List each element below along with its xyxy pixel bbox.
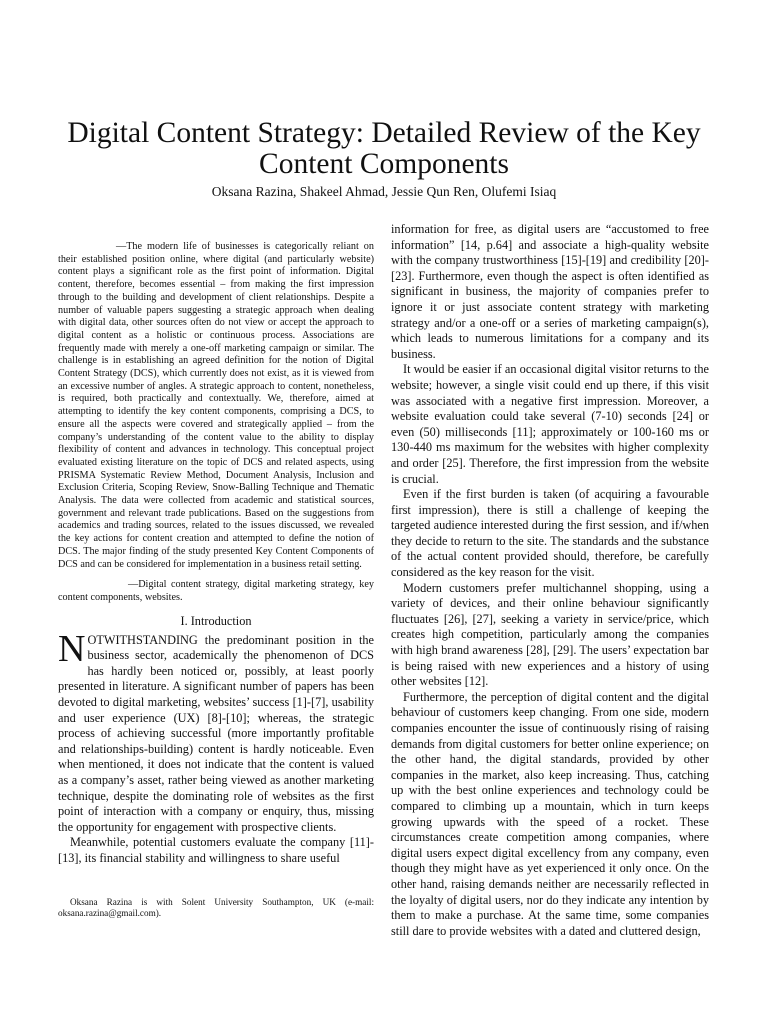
section-heading-introduction: I. Introduction (180, 613, 252, 628)
intro-paragraph-1 (58, 627, 374, 836)
author-footnote: Oksana Razina is with Solent University Southampton, UK (e-mail: oksana.razina@gmail.com). (58, 897, 374, 918)
keywords: —Digital content strategy, digital marketing strategy, key content components, websites. (58, 579, 374, 603)
left-column (58, 241, 374, 867)
right-paragraph-1: information for free, as digital users are “accustomed to free information” [14, p.64] and associate a high-quality website with the company trustworthiness [15]-[19] and credibility [20]-[23]. Furthermore, even though the aspect is often identified as significant in business, the majority of companies prefer to ignore it or just associate content strategy with marketing strategy and/or a one-off or a series of marketing campaign(s), which leads to numerous limitations for a company and its business. (391, 222, 709, 361)
right-paragraph-2: It would be easier if an occasional digital visitor returns to the website; however, a single visit could end up there, if this visit was associated with a negative first impression. Moreover, a website evaluation could take several (7-10) seconds [24] or even (50) milliseconds [11]; approximately or 100-160 ms or 130-440 ms maximum for the websites with higher complexity and order [25]. Therefore, the first impression from the website is crucial. (391, 362, 709, 486)
right-column (391, 222, 709, 939)
right-paragraph-5: Furthermore, the perception of digital content and the digital behaviour of customers keep changing. From one side, modern companies encounter the issue of continuously rising of raising demands from digital customers for better online experience; on the other hand, the digital standards, provided by other companies in the market, also keep increasing. Thus, catching up with the best online experiences and technology could be compared to climbing up a mountain, which in turn keeps growing upwards with the speed of a rocket. These circumstances create competition among companies, where digital users expect digital excellency from any company, even though they might have as yet experienced it only once. On the other hand, raising demands neither are necessarily reflected in the loyalty of digital users, nor do they indicate any intention by them to make a purchase. At the same time, some companies still dare to provide websites with a dated and cluttered design, (391, 689, 709, 938)
intro-paragraph-2: Meanwhile, potential customers evaluate the company [11]-[13], its financial stability and willingness to share useful (58, 835, 374, 865)
paper-title: Digital Content Strategy: Detailed Review of the Key Content Components (67, 117, 701, 180)
author-list: Oksana Razina, Shakeel Ahmad, Jessie Qun Ren, Olufemi Isiaq (211, 184, 557, 199)
drop-cap: N (58, 627, 86, 670)
right-paragraph-4: Modern customers prefer multichannel shopping, using a variety of devices, and their online behaviour significantly fluctuates [26], [27], seeking a variety in service/price, which creates high competition, particularly among the companies with high brand awareness [28], [29]. The users’ expectation bar is being raised with new experiences and a history of using other websites [12]. (391, 580, 709, 689)
intro-paragraph-1-text: the predominant position in the business sector, academically the phenomenon of DCS has hardly been noticed or, possibly, at least poorly presented in literature. A significant number of papers has been devoted to digital marketing, websites’ success [1]-[7], usability and user experience (UX) [8]-[10]; whereas, the strategic process of achieving successful (more importantly profitable and relationships-building) content is hardly noticeable. Even when mentioned, it does not indicate that the content is valued as a company’s asset, rather being viewed as another marketing technique, despite the dominating role of websites as the first point of interaction with a company or enquiry, thus, missing the opportunity for engagement with prospective clients. (58, 632, 374, 834)
right-paragraph-3: Even if the first burden is taken (of acquiring a favourable first impression), there is still a challenge of keeping the targeted audience interested during the first session, and if/when they decide to return to the site. The standards and the substance of the actual content provided should, therefore, be carefully considered as the key reason for the visit. (391, 487, 709, 580)
intro-lead-word: OTWITHSTANDING (87, 632, 198, 647)
abstract: —The modern life of businesses is categorically reliant on their established position online, where digital (and particularly website) content plays a significant role as the first point of information. Digital content, therefore, becomes essential – from making the first impression through to the building and development of client relationships. Despite a number of valuable papers suggesting a strategic approach when dealing with digital data, other sources often do not view or accept the approach to digital content as a holistic or continuous process. Associations are frequently made with merely a one-off marketing campaign or similar. The challenge is in establishing an agreed definition for the notion of Digital Content Strategy (DCS), which currently does not exist, as it is viewed from an excessive number of angles. A strategic approach to content, nonetheless, is required, both practically and contextually. We, therefore, aimed at attempting to identify the key content components, comprising a DCS, to ensure all the aspects were covered and strategically applied – from the company’s understanding of the content value to the ability to display flexibility of content and advances in technology. This conceptual project evaluated existing literature on the topic of DCS and related aspects, using PRISMA Systematic Review Method, Document Analysis, Inclusion and Exclusion Criteria, Scoping Review, Snow-Balling Technique and Thematic Analysis. The data were collected from academic and statistical sources, government and relevant trade publications. Based on the suggestions from academics and trading sources, related to the issues discussed, we revealed the key actions for content creation and attempted to define the notion of DCS. The major finding of the study presented Key Content Components of DCS and can be considered for implementation in a business retail setting. (58, 241, 374, 570)
